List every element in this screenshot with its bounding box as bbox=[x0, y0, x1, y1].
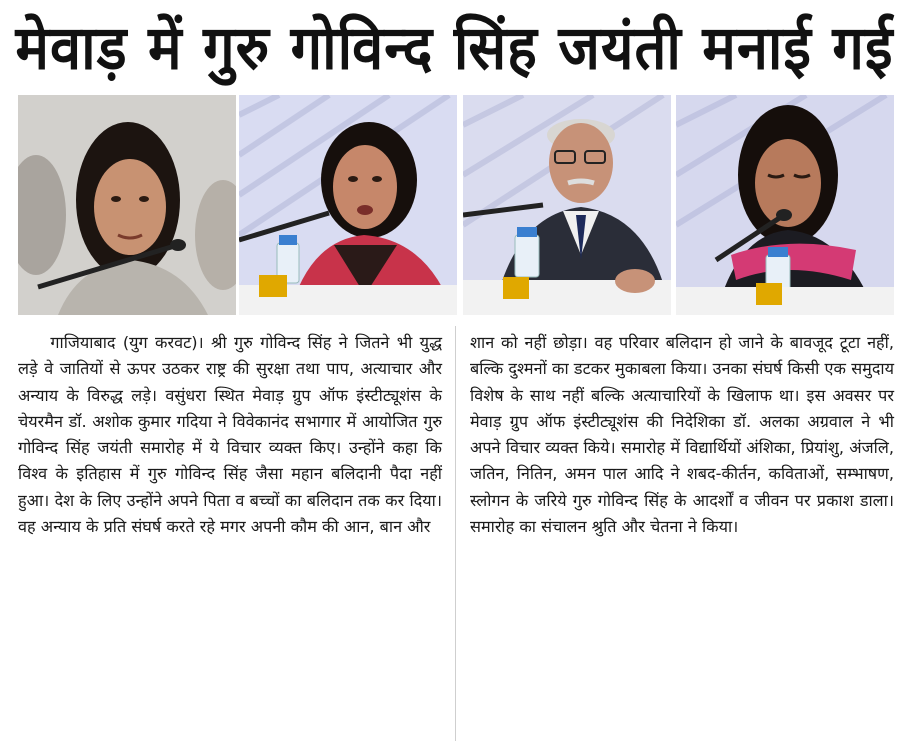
article-column-left bbox=[18, 330, 442, 540]
column-divider bbox=[455, 326, 456, 741]
headline: मेवाड़ में गुरु गोविन्द सिंह जयंती मनाई गई bbox=[15, 13, 894, 84]
article-text-left: गाजियाबाद (युग करवट)। श्री गुरु गोविन्द सिंह ने जितने भी युद्ध लड़े वे जातियों से ऊपर उठकर राष्ट्र की सुरक्षा तथा पाप, अत्याचार और अन्याय के विरुद्ध लड़े। वसुंधरा स्थित मेवाड़ ग्रुप ऑफ इंस्टीट्यूशंस के चेयरमैन डॉ. अशोक कुमार गदिया ने विवेकानंद सभागार में आयोजित गुरु गोविन्द सिंह जयंती समारोह में ये विचार व्यक्त किए। उन्होंने कहा कि विश्व के इतिहास में गुरु गोविन्द सिंह जैसा महान बलिदानी पैदा नहीं हुआ। देश के लिए उन्होंने अपने पिता व बच्चों का बलिदान तक कर दिया। वह अन्याय के प्रति संघर्ष करते रहे मगर अपनी कौम की आन, बान और bbox=[18, 333, 442, 537]
article-column-right bbox=[470, 330, 894, 540]
photo-woman-speaker bbox=[239, 95, 457, 315]
photo-man-in-suit bbox=[463, 95, 671, 315]
photo-student-speaker-1 bbox=[18, 95, 236, 315]
article-text-right: शान को नहीं छोड़ा। वह परिवार बलिदान हो जाने के बावजूद टूटा नहीं, बल्कि दुश्मनों का डटकर मुकाबला किया। उनका संघर्ष किसी एक समुदाय विशेष के साथ नहीं बल्कि अत्याचारियों के खिलाफ था। इस अवसर पर मेवाड़ ग्रुप ऑफ इंस्टीट्यूशंस की निदेशिका डॉ. अलका अग्रवाल ने भी अपने विचार व्यक्त किये। समारोह में विद्यार्थियों अंशिका, प्रियांशु, अंजलि, जतिन, नितिन, अमन पाल आदि ने शबद-कीर्तन, कविताओं, सम्भाषण, स्लोगन के जरिये गुरु गोविन्द सिंह के आदर्शों व जीवन पर प्रकाश डाला। समारोह का संचालन श्रुति और चेतना ने किया। bbox=[470, 333, 894, 537]
photo-student-speaker-2 bbox=[676, 95, 894, 315]
